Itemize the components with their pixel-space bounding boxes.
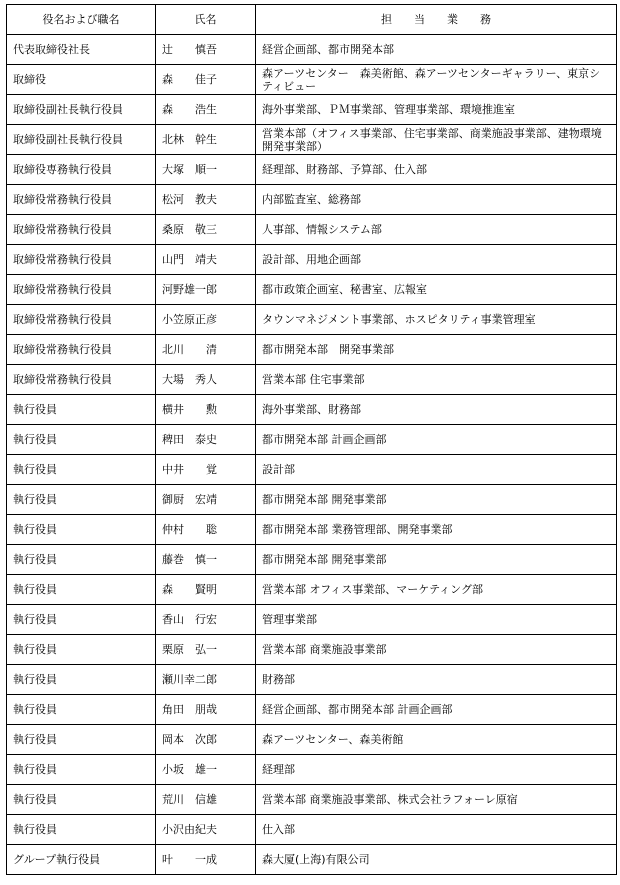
table-row bbox=[7, 245, 617, 275]
officer-name: 荒川 信雄 bbox=[156, 785, 256, 815]
officer-title: 執行役員 bbox=[7, 665, 156, 695]
officers-table-body bbox=[7, 35, 617, 875]
officer-duties: 森アーツセンター、森美術館 bbox=[256, 725, 617, 755]
officer-name: 山門 靖夫 bbox=[156, 245, 256, 275]
officer-name: 稗田 泰史 bbox=[156, 425, 256, 455]
officer-title: 取締役専務執行役員 bbox=[7, 155, 156, 185]
officer-duties: 経理部、財務部、予算部、仕入部 bbox=[256, 155, 617, 185]
officer-name: 森 賢明 bbox=[156, 575, 256, 605]
officer-title: 取締役副社長執行役員 bbox=[7, 95, 156, 125]
table-row bbox=[7, 785, 617, 815]
officer-title: 取締役常務執行役員 bbox=[7, 365, 156, 395]
officer-name: 森 佳子 bbox=[156, 65, 256, 95]
header-name: 氏名 bbox=[156, 5, 256, 35]
officer-duties: 設計部、用地企画部 bbox=[256, 245, 617, 275]
table-row bbox=[7, 155, 617, 185]
table-row bbox=[7, 95, 617, 125]
header-duties: 担 当 業 務 bbox=[256, 5, 617, 35]
officer-title: 執行役員 bbox=[7, 425, 156, 455]
table-row bbox=[7, 755, 617, 785]
table-row bbox=[7, 665, 617, 695]
table-row bbox=[7, 275, 617, 305]
table-row bbox=[7, 815, 617, 845]
officer-title: 取締役常務執行役員 bbox=[7, 215, 156, 245]
officer-name: 大場 秀人 bbox=[156, 365, 256, 395]
officer-name: 岡本 次郎 bbox=[156, 725, 256, 755]
officer-name: 栗原 弘一 bbox=[156, 635, 256, 665]
officer-duties: 都市開発本部 開発事業部 bbox=[256, 485, 617, 515]
officer-name: 大塚 順一 bbox=[156, 155, 256, 185]
officer-name: 叶 一成 bbox=[156, 845, 256, 875]
table-row bbox=[7, 65, 617, 95]
header-row bbox=[7, 5, 617, 35]
table-row bbox=[7, 425, 617, 455]
officer-title: 執行役員 bbox=[7, 395, 156, 425]
officer-duties: 森大厦(上海)有限公司 bbox=[256, 845, 617, 875]
officer-title: 執行役員 bbox=[7, 455, 156, 485]
officer-duties: 営業本部 住宅事業部 bbox=[256, 365, 617, 395]
officer-duties: タウンマネジメント事業部、ホスピタリティ事業管理室 bbox=[256, 305, 617, 335]
officer-title: 取締役常務執行役員 bbox=[7, 305, 156, 335]
officer-title: 取締役常務執行役員 bbox=[7, 245, 156, 275]
officer-name: 小坂 雄一 bbox=[156, 755, 256, 785]
table-row bbox=[7, 185, 617, 215]
officer-duties: 海外事業部、ＰＭ事業部、管理事業部、環境推進室 bbox=[256, 95, 617, 125]
officer-title: 執行役員 bbox=[7, 575, 156, 605]
table-row bbox=[7, 575, 617, 605]
officer-name: 辻 慎吾 bbox=[156, 35, 256, 65]
officer-name: 中井 覚 bbox=[156, 455, 256, 485]
officer-title: 執行役員 bbox=[7, 815, 156, 845]
officer-name: 角田 朋哉 bbox=[156, 695, 256, 725]
officer-name: 河野雄一郎 bbox=[156, 275, 256, 305]
officer-duties: 内部監査室、総務部 bbox=[256, 185, 617, 215]
officer-title: 執行役員 bbox=[7, 635, 156, 665]
table-row bbox=[7, 35, 617, 65]
table-row bbox=[7, 695, 617, 725]
table-row bbox=[7, 215, 617, 245]
officer-name: 小笠原正彦 bbox=[156, 305, 256, 335]
table-row bbox=[7, 365, 617, 395]
officer-title: 代表取締役社長 bbox=[7, 35, 156, 65]
officer-title: 取締役常務執行役員 bbox=[7, 275, 156, 305]
officer-duties: 管理事業部 bbox=[256, 605, 617, 635]
officer-duties: 設計部 bbox=[256, 455, 617, 485]
table-row bbox=[7, 845, 617, 875]
officer-name: 森 浩生 bbox=[156, 95, 256, 125]
officer-title: グループ執行役員 bbox=[7, 845, 156, 875]
officer-title: 執行役員 bbox=[7, 755, 156, 785]
officer-name: 北川 清 bbox=[156, 335, 256, 365]
officer-duties: 財務部 bbox=[256, 665, 617, 695]
officer-duties: 森アーツセンター 森美術館、森アーツセンターギャラリー、東京シティビュー bbox=[256, 65, 617, 95]
officer-name: 御厨 宏靖 bbox=[156, 485, 256, 515]
table-row bbox=[7, 725, 617, 755]
officer-title: 取締役常務執行役員 bbox=[7, 335, 156, 365]
table-row bbox=[7, 125, 617, 155]
officer-name: 瀬川幸二郎 bbox=[156, 665, 256, 695]
officer-duties: 営業本部 商業施設事業部 bbox=[256, 635, 617, 665]
officer-name: 桑原 敬三 bbox=[156, 215, 256, 245]
officer-duties: 仕入部 bbox=[256, 815, 617, 845]
officer-name: 藤巻 慎一 bbox=[156, 545, 256, 575]
officer-duties: 都市開発本部 開発事業部 bbox=[256, 335, 617, 365]
officer-name: 松河 教夫 bbox=[156, 185, 256, 215]
officer-duties: 人事部、情報システム部 bbox=[256, 215, 617, 245]
officer-duties: 経営企画部、都市開発本部 bbox=[256, 35, 617, 65]
officer-title: 執行役員 bbox=[7, 605, 156, 635]
officer-name: 横井 勲 bbox=[156, 395, 256, 425]
officer-title: 執行役員 bbox=[7, 545, 156, 575]
officer-duties: 経理部 bbox=[256, 755, 617, 785]
table-row bbox=[7, 635, 617, 665]
officer-duties: 都市開発本部 計画企画部 bbox=[256, 425, 617, 455]
table-row bbox=[7, 335, 617, 365]
officer-duties: 都市開発本部 開発事業部 bbox=[256, 545, 617, 575]
table-row bbox=[7, 545, 617, 575]
officers-table bbox=[6, 4, 617, 875]
officer-title: 執行役員 bbox=[7, 785, 156, 815]
officer-name: 仲村 聡 bbox=[156, 515, 256, 545]
officer-name: 小沢由紀夫 bbox=[156, 815, 256, 845]
officer-title: 取締役常務執行役員 bbox=[7, 185, 156, 215]
officer-title: 執行役員 bbox=[7, 515, 156, 545]
officer-duties: 経営企画部、都市開発本部 計画企画部 bbox=[256, 695, 617, 725]
table-row bbox=[7, 305, 617, 335]
table-row bbox=[7, 395, 617, 425]
table-row bbox=[7, 515, 617, 545]
officer-title: 取締役 bbox=[7, 65, 156, 95]
officer-duties: 営業本部 オフィス事業部、マーケティング部 bbox=[256, 575, 617, 605]
table-row bbox=[7, 605, 617, 635]
officer-duties: 営業本部 商業施設事業部、株式会社ラフォーレ原宿 bbox=[256, 785, 617, 815]
officer-duties: 都市開発本部 業務管理部、開発事業部 bbox=[256, 515, 617, 545]
officer-name: 香山 行宏 bbox=[156, 605, 256, 635]
officer-duties: 営業本部（オフィス事業部、住宅事業部、商業施設事業部、建物環境開発事業部） bbox=[256, 125, 617, 155]
officer-name: 北林 幹生 bbox=[156, 125, 256, 155]
header-title: 役名および職名 bbox=[7, 5, 156, 35]
officer-title: 執行役員 bbox=[7, 725, 156, 755]
officer-title: 取締役副社長執行役員 bbox=[7, 125, 156, 155]
table-row bbox=[7, 485, 617, 515]
officer-duties: 海外事業部、財務部 bbox=[256, 395, 617, 425]
table-row bbox=[7, 455, 617, 485]
officer-title: 執行役員 bbox=[7, 485, 156, 515]
officer-title: 執行役員 bbox=[7, 695, 156, 725]
officer-duties: 都市政策企画室、秘書室、広報室 bbox=[256, 275, 617, 305]
